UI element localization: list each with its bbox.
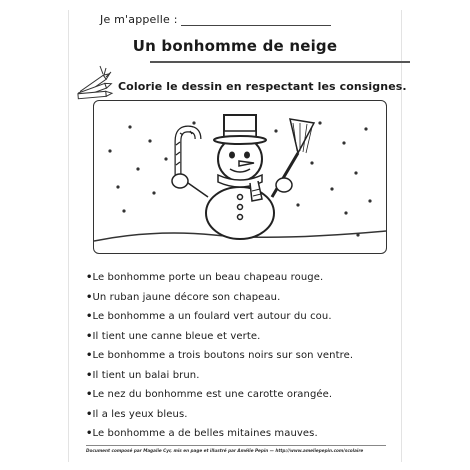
snowman-drawing bbox=[94, 101, 386, 253]
name-write-line bbox=[181, 13, 331, 26]
instruction-item: • Il tient une canne bleue et verte. bbox=[86, 327, 353, 347]
name-field-row bbox=[100, 13, 331, 26]
instruction-item: • Il tient un balai brun. bbox=[86, 366, 353, 386]
instruction-item: • Il a les yeux bleus. bbox=[86, 405, 353, 425]
instruction-item: • Le bonhomme a un foulard vert autour du cou. bbox=[86, 307, 353, 327]
footer-credit: Document composé par Magalie Cyr, mis en page et illustré par Amélie Pepin — http://www.ameliepepin.com/scolaire bbox=[86, 448, 364, 453]
instruction-item: • Un ruban jaune décore son chapeau. bbox=[86, 288, 353, 308]
snowman-picture-frame bbox=[93, 100, 387, 254]
instructions-list bbox=[86, 268, 353, 444]
name-label: Je m'appelle : bbox=[100, 13, 178, 26]
title-underline bbox=[150, 61, 410, 63]
instruction-item: • Le bonhomme a trois boutons noirs sur son ventre. bbox=[86, 346, 353, 366]
instruction-item: • Le nez du bonhomme est une carotte orangée. bbox=[86, 385, 353, 405]
worksheet-title: Un bonhomme de neige bbox=[132, 37, 338, 55]
instruction-item: • Le bonhomme porte un beau chapeau rouge. bbox=[86, 268, 353, 288]
instruction-item: • Le bonhomme a de belles mitaines mauves. bbox=[86, 424, 353, 444]
footer-divider bbox=[86, 445, 386, 446]
worksheet-subtitle: Colorie le dessin en respectant les consignes. bbox=[118, 80, 407, 93]
